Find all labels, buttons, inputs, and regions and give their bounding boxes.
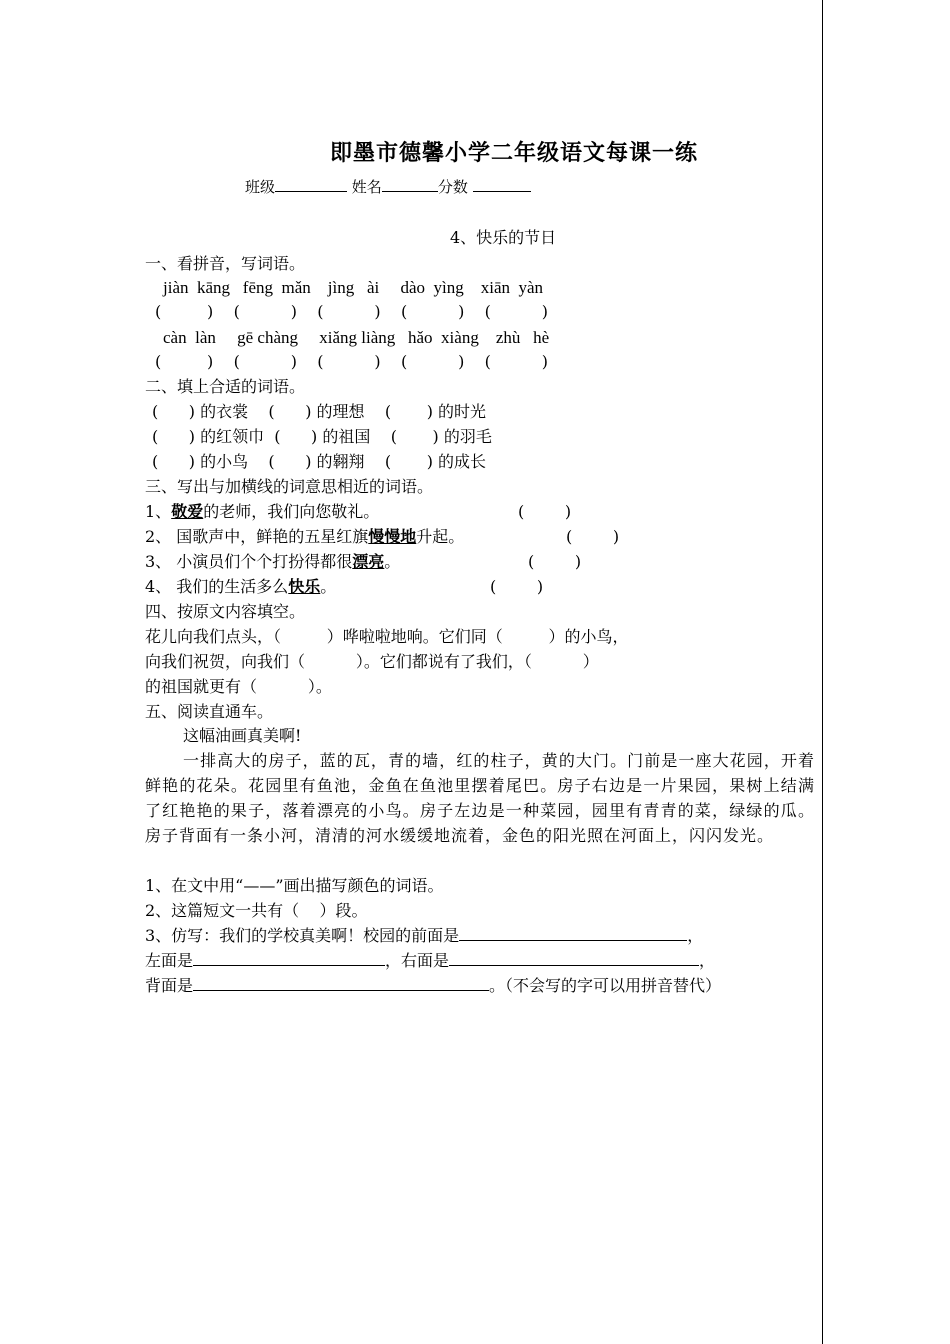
underlined-word: 漂亮 [352,552,385,571]
cloze-line-2[interactable]: 向我们祝贺，向我们（ ）。它们都说有了我们，（ ） [145,652,599,671]
imitation-line-3: 背面是 。（不会写的字可以用拼音替代） [145,976,722,995]
underlined-word: 敬爱 [171,502,204,521]
pinyin-row-1: jiàn kāng fēng mǎn jìng ài dào yìng xiān yàn [163,278,544,297]
underlined-word: 慢慢地 [368,527,417,546]
class-label: 班级 [245,178,276,196]
answer-parens-row-1[interactable]: ( ) ( ) ( ) ( ) ( ) [155,302,549,321]
section4-heading: 四、按原文内容填空。 [145,602,306,621]
synonym-answer-2[interactable]: ( ) [566,527,620,546]
imitation-line-2: 左面是 ，右面是 ， [145,951,716,970]
cloze-line-3[interactable]: 的祖国就更有（ ）。 [145,677,332,696]
fill-row-2[interactable]: ( ) 的红领巾 ( ) 的祖国 ( ) 的羽毛 [152,427,492,446]
name-blank[interactable] [382,177,438,192]
cloze-line-1[interactable]: 花儿向我们点头，（ ）哗啦啦地响。它们同（ ）的小鸟， [145,627,629,646]
pinyin-row-2: càn làn gē chàng xiǎng liàng hǎo xiàng zhù hè [163,328,550,347]
score-label: 分数 [437,178,468,196]
synonym-answer-1[interactable]: ( ) [518,502,572,521]
right-blank[interactable] [449,951,699,966]
synonym-question-1: 1、敬爱的老师，我们向您敬礼。 [145,502,380,521]
section5-heading: 五、阅读直通车。 [145,702,274,721]
reading-question-2: 2、这篇短文一共有（ ）段。 [145,901,368,920]
worksheet-title: 即墨市德馨小学二年级语文每课一练 [330,140,699,166]
student-info-line [245,176,531,197]
synonym-question-2: 2、 国歌声中，鲜艳的五星红旗慢慢地升起。 [145,527,465,546]
section3-heading: 三、写出与加横线的词意思相近的词语。 [145,477,434,496]
section1-heading: 一、看拼音，写词语。 [145,254,306,273]
reading-question-1: 1、在文中用“——”画出描写颜色的词语。 [145,876,444,895]
lesson-title: 4、快乐的节日 [450,228,557,247]
imitation-line-1: 3、仿写：我们的学校真美啊！校园的前面是 ， [145,926,704,945]
fill-row-3[interactable]: ( ) 的小鸟 ( ) 的翱翔 ( ) 的成长 [152,452,487,471]
underlined-word: 快乐 [288,577,321,596]
synonym-question-3: 3、 小演员们个个打扮得都很漂亮。 [145,552,401,571]
score-blank[interactable] [473,177,531,192]
reading-passage: 一排高大的房子，蓝的瓦，青的墙，红的柱子，黄的大门。门前是一座大花园，开着鲜艳的花朵。花园里有鱼池，金鱼在鱼池里摆着尾巴。房子右边是一片果园，果树上结满了红艳艳的果子，落着漂亮的小鸟。房子左边是一种菜园，园里有青青的菜，绿绿的瓜。房子背面有一条小河，清清的河水缓缓地流着，金色的阳光照在河面上，闪闪发光。 [145,751,815,845]
name-label: 姓名 [351,178,382,196]
answer-parens-row-2[interactable]: ( ) ( ) ( ) ( ) ( ) [155,352,549,371]
left-blank[interactable] [193,951,385,966]
fill-row-1[interactable]: ( ) 的衣裳 ( ) 的理想 ( ) 的时光 [152,402,487,421]
section2-heading: 二、填上合适的词语。 [145,377,306,396]
synonym-answer-3[interactable]: ( ) [528,552,582,571]
synonym-question-4: 4、 我们的生活多么快乐。 [145,577,337,596]
passage-title: 这幅油画真美啊! [183,726,302,745]
back-blank[interactable] [193,976,489,991]
front-blank[interactable] [459,926,687,941]
class-blank[interactable] [275,177,347,192]
page-edge-line [822,0,823,1344]
synonym-answer-4[interactable]: ( ) [490,577,544,596]
